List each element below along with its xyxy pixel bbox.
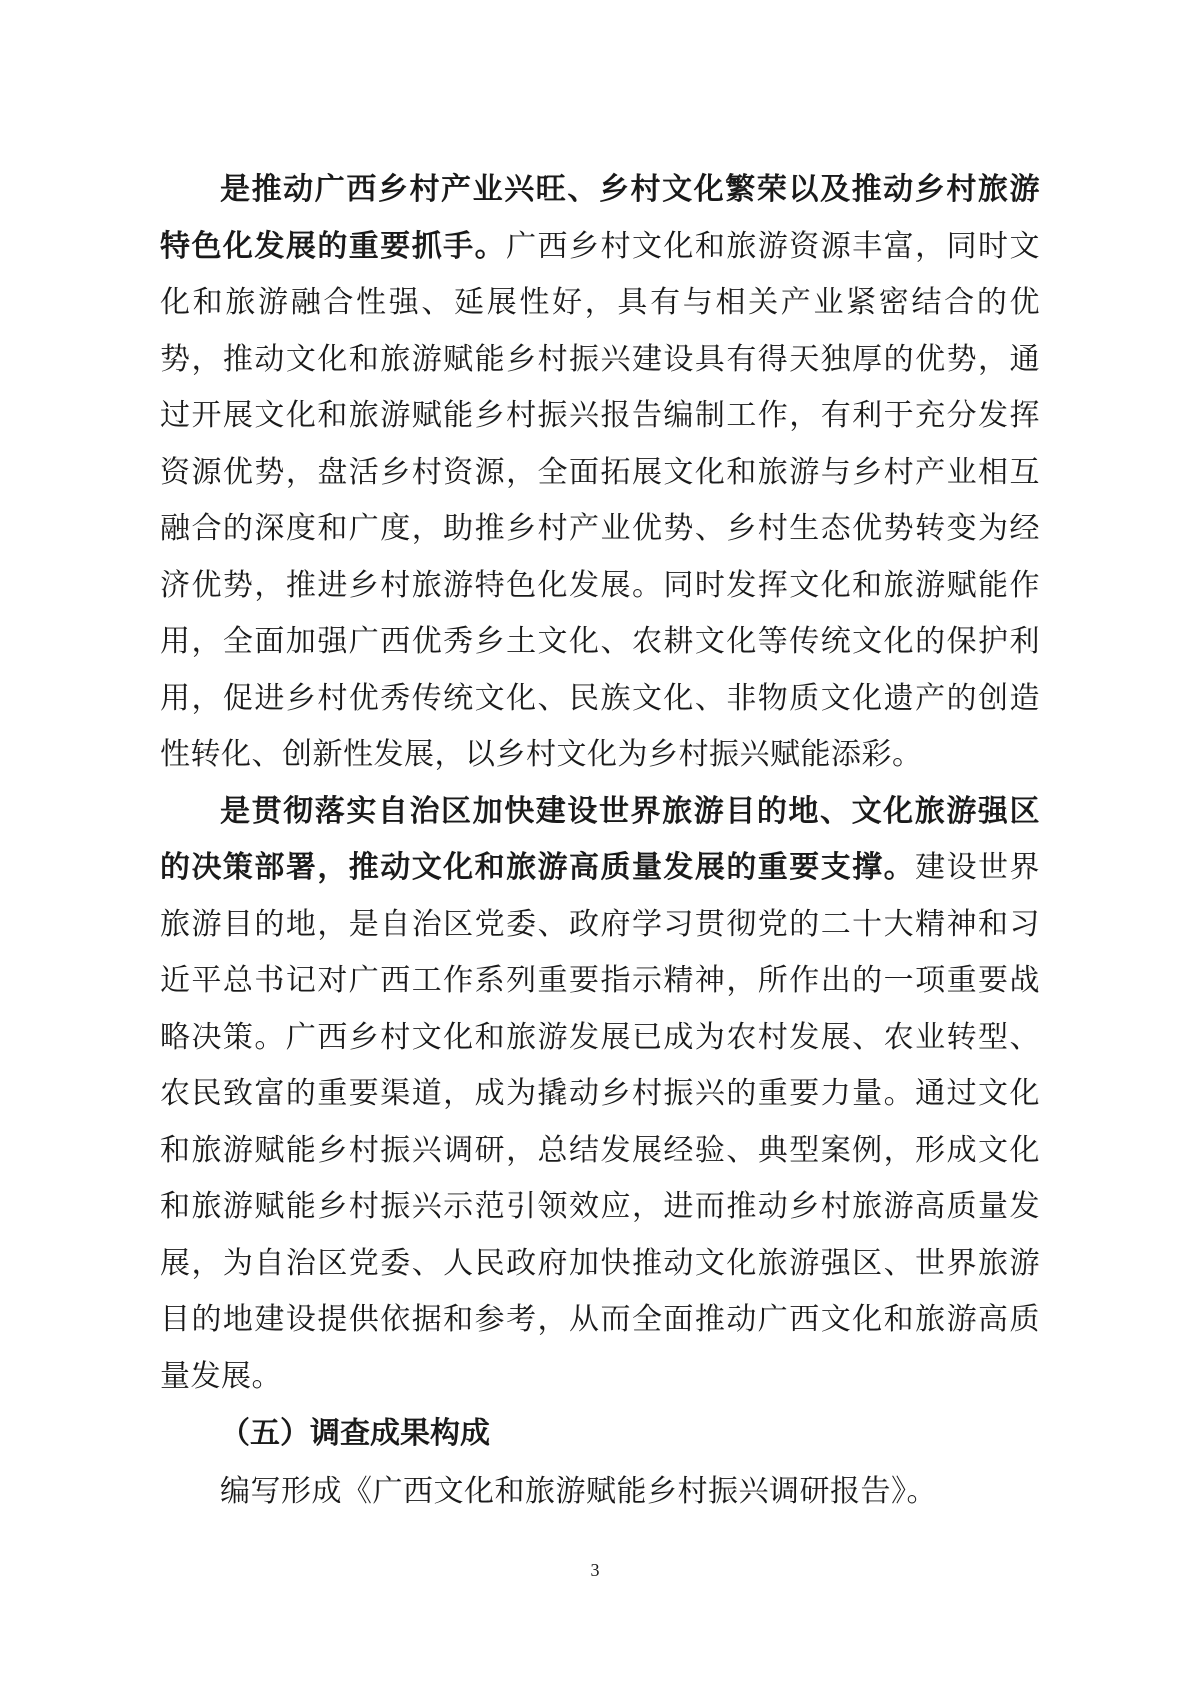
paragraph-2 (160, 784, 1040, 1406)
paragraph-1-lead: 是推动广西乡村产业兴旺、乡村文化繁荣以及推动乡村旅游特色化发展的重要抓手。 (160, 172, 1040, 264)
page-number: 3 (590, 1560, 600, 1580)
section-body: 编写形成《广西文化和旅游赋能乡村振兴调研报告》。 (220, 1474, 937, 1509)
paragraph-2-lead: 是贯彻落实自治区加快建设世界旅游目的地、文化旅游强区的决策部署，推动文化和旅游高质量发展的重要支撑。 (160, 793, 1040, 885)
document-page (160, 162, 1040, 1521)
paragraph-1-body: 广西乡村文化和旅游资源丰富，同时文化和旅游融合性强、延展性好，具有与相关产业紧密结合的优势，推动文化和旅游赋能乡村振兴建设具有得天独厚的优势，通过开展文化和旅游赋能乡村振兴报告编制工作，有利于充分发挥资源优势，盘活乡村资源，全面拓展文化和旅游与乡村产业相互融合的深度和广度，助推乡村产业优势、乡村生态优势转变为经济优势，推进乡村旅游特色化发展。同时发挥文化和旅游赋能作用，全面加强广西优秀乡土文化、农耕文化等传统文化的保护利用，促进乡村优秀传统文化、民族文化、非物质文化遗产的创造性转化、创新性发展，以乡村文化为乡村振兴赋能添彩。 (160, 228, 1041, 772)
section-heading: （五）调查成果构成 (220, 1416, 490, 1451)
paragraph-2-body: 建设世界旅游目的地，是自治区党委、政府学习贯彻党的二十大精神和习近平总书记对广西工作系列重要指示精神，所作出的一项重要战略决策。广西乡村文化和旅游发展已成为农村发展、农业转型、农民致富的重要渠道，成为撬动乡村振兴的重要力量。通过文化和旅游赋能乡村振兴调研，总结发展经验、典型案例，形成文化和旅游赋能乡村振兴示范引领效应，进而推动乡村旅游高质量发展，为自治区党委、人民政府加快推动文化旅游强区、世界旅游目的地建设提供依据和参考，从而全面推动广西文化和旅游高质量发展。 (160, 850, 1041, 1394)
paragraph-1 (160, 162, 1040, 784)
